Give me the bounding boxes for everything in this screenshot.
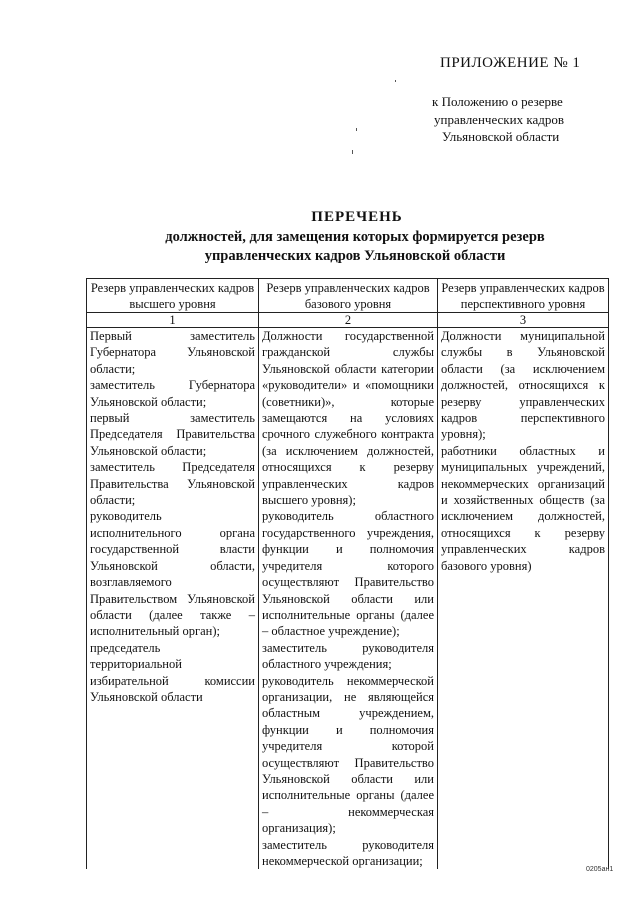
table-header-row [87, 279, 609, 313]
list-item: заместитель Председателя Правительства Ульяновской области; [90, 460, 255, 508]
document-subtitle: должностей, для замещения которых формируется резерв управленческих кадров Ульяновской области [165, 229, 545, 264]
list-item: Первый заместитель Губернатора Ульяновской области; [90, 329, 255, 376]
scan-speck [395, 80, 396, 82]
scan-speck [356, 128, 357, 131]
appendix-reference-line: управленческих кадров [434, 111, 564, 127]
scan-speck [352, 150, 353, 154]
top-level-positions [87, 328, 259, 870]
document-title: ПЕРЕЧЕНЬ [311, 209, 403, 225]
list-item: руководитель исполнительного органа государственной власти Ульяновской области, возглавляемого Правительством Ульяновской области (далее также – исполнительный орган); [90, 509, 255, 639]
list-item: работники областных и муниципальных учреждений, некоммерческих организаций и хозяйственных обществ (за исключением должностей, относящихся к резерву управленческих кадров базового уровня) [441, 443, 605, 573]
list-item: Должности государственной гражданской службы Ульяновской области категории «руководители» и «помощники (советники)», которые замещаются на условиях срочного служебного контракта (за исключением должностей, относящихся к резерву управленческих кадров высшего уровня); [262, 329, 434, 508]
header-prospective-level: Резерв управленческих кадров перспективного уровня [438, 279, 609, 313]
appendix-reference [432, 93, 602, 146]
list-item: заместитель руководителя некоммерческой организации; [262, 837, 434, 868]
table-body-row [87, 328, 609, 870]
appendix-reference-line: к Положению о резерве [432, 94, 563, 109]
reserve-table [86, 278, 609, 869]
column-number-row [87, 313, 609, 328]
list-item: руководитель некоммерческой организации, не являющейся областным учреждением, функции и полномочия учредителя которой осуществляют Правительство Ульяновской области или исполнительные органы (далее – некоммерческая организация); [262, 673, 434, 836]
header-base-level: Резерв управленческих кадров базового уровня [259, 279, 438, 313]
list-item: первый заместитель Председателя Правительства Ульяновской области; [90, 411, 255, 458]
prospective-level-positions [438, 328, 609, 870]
list-item: заместитель Губернатора Ульяновской области; [90, 378, 255, 409]
list-item: председатель территориальной избирательной комиссии Ульяновской области [90, 640, 255, 704]
list-item: руководитель областного государственного учреждения, функции и полномочия учредителя которого осуществляют Правительство Ульяновской области или исполнительные органы (далее – областное учреждение); [262, 509, 434, 639]
column-number: 2 [259, 313, 438, 328]
appendix-reference-line: Ульяновской области [442, 129, 560, 144]
header-top-level: Резерв управленческих кадров высшего уровня [87, 279, 259, 313]
column-number: 1 [87, 313, 259, 328]
base-level-positions [259, 328, 438, 870]
appendix-title: ПРИЛОЖЕНИЕ № 1 [440, 55, 581, 71]
list-item: заместитель руководителя областного учреждения; [262, 640, 434, 672]
list-item: Должности муниципальной службы в Ульяновской области (за исключением должностей, относящихся к резерву управленческих кадров перспективного уровня); [441, 329, 605, 442]
column-number: 3 [438, 313, 609, 328]
document-code: 0205ан1 [586, 866, 614, 873]
